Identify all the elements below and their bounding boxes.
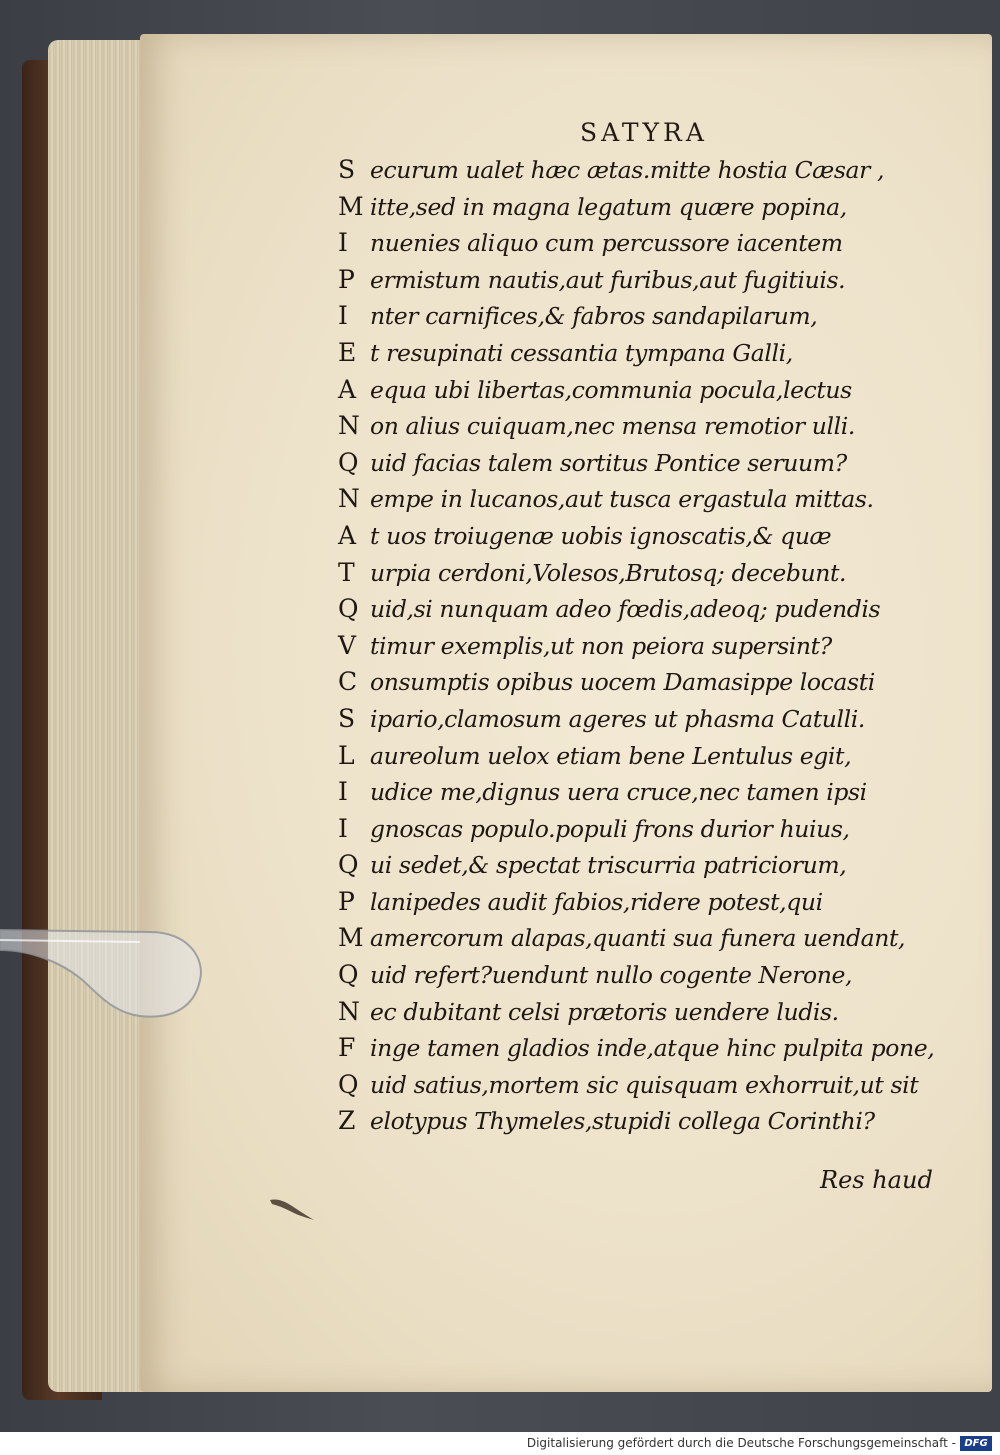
line-initial: V	[338, 630, 357, 660]
verse-line	[338, 372, 934, 409]
line-initial: N	[338, 411, 360, 441]
ink-stain-mark	[268, 1196, 318, 1224]
line-text: udice me,dignus uera cruce,nec tamen ipsi	[370, 778, 867, 807]
verse-line	[338, 555, 934, 592]
line-text: ecurum ualet hæc ætas.mitte hostia Cæsar ,	[370, 156, 885, 184]
line-initial: T	[338, 557, 355, 587]
line-text: elotypus Thymeles,stupidi collega Corinthi?	[370, 1107, 875, 1136]
verse-line	[338, 445, 934, 482]
verse-line	[338, 298, 934, 335]
verse-line	[338, 628, 934, 665]
line-text: ermistum nautis,aut furibus,aut fugitiuis.	[370, 265, 846, 294]
line-initial: Q	[338, 850, 359, 880]
line-initial: S	[338, 703, 356, 733]
line-initial: N	[338, 484, 360, 514]
line-text: urpia cerdoni,Volesos,Brutosq; decebunt.	[370, 558, 847, 587]
plastic-clip	[0, 920, 210, 1040]
line-initial: Z	[338, 1106, 356, 1136]
dfg-logo: DFG	[960, 1436, 992, 1451]
line-text: uid facias talem sortitus Pontice seruum?	[370, 448, 847, 477]
verse-line	[338, 920, 934, 957]
catchword: Res haud	[820, 1166, 933, 1194]
line-text: nter carnifices,& fabros sandapilarum,	[370, 302, 818, 331]
verse-line	[338, 701, 934, 738]
line-text: onsumptis opibus uocem Damasippe locasti	[370, 668, 875, 697]
line-initial: A	[338, 374, 357, 404]
verse-line	[338, 957, 934, 994]
line-initial: P	[338, 886, 355, 916]
line-initial: Q	[338, 594, 359, 624]
verse-line	[338, 664, 934, 701]
funding-credit: Digitalisierung gefördert durch die Deutsche Forschungsgemeinschaft -	[526, 1436, 956, 1450]
line-text: t resupinati cessantia tympana Galli,	[370, 338, 793, 367]
verse-line	[338, 262, 934, 299]
line-text: ui sedet,& spectat triscurria patriciorum,	[370, 851, 847, 880]
line-text: t uos troiugenæ uobis ignoscatis,& quæ	[370, 521, 832, 550]
verse-line	[338, 811, 934, 848]
line-text: uid,si nunquam adeo fœdis,adeoq; pudendis	[370, 595, 881, 624]
verse-line	[338, 591, 934, 628]
line-text: uid refert?uendunt nullo cogente Nerone,	[370, 961, 853, 990]
line-initial: N	[338, 996, 360, 1026]
verse-line	[338, 994, 934, 1031]
verse-line	[338, 189, 934, 226]
line-initial: F	[338, 1033, 356, 1063]
line-text: uid satius,mortem sic quisquam exhorruit,ut sit	[370, 1070, 919, 1099]
verse-block	[338, 152, 934, 1140]
line-initial: M	[338, 191, 364, 221]
line-initial: I	[338, 813, 348, 843]
line-text: amercorum alapas,quanti sua funera uendant,	[370, 924, 906, 953]
verse-line	[338, 1067, 934, 1104]
line-text: empe in lucanos,aut tusca ergastula mittas.	[370, 485, 874, 514]
line-text: inge tamen gladios inde,atque hinc pulpita pone,	[370, 1034, 935, 1063]
running-head: SATYRA	[580, 118, 708, 147]
line-initial: P	[338, 264, 355, 294]
line-text: ec dubitant celsi prætoris uendere ludis.	[370, 997, 839, 1026]
verse-line	[338, 481, 934, 518]
line-text: itte,sed in magna legatum quære popina,	[370, 192, 847, 221]
line-initial: L	[338, 740, 355, 770]
line-initial: S	[338, 155, 356, 184]
line-initial: I	[338, 228, 348, 258]
verse-line	[338, 1030, 934, 1067]
line-initial: I	[338, 777, 348, 807]
verse-line	[338, 847, 934, 884]
line-text: lanipedes audit fabios,ridere potest,qui	[370, 887, 823, 916]
line-text: aureolum uelox etiam bene Lentulus egit,	[370, 741, 852, 770]
verse-line	[338, 408, 934, 445]
line-initial: Q	[338, 1069, 359, 1099]
verse-line	[338, 518, 934, 555]
verse-line	[338, 738, 934, 775]
line-initial: A	[338, 520, 357, 550]
verse-line	[338, 884, 934, 921]
line-initial: I	[338, 301, 348, 331]
line-text: gnoscas populo.populi frons durior huius,	[370, 814, 850, 843]
line-text: nuenies aliquo cum percussore iacentem	[370, 229, 843, 258]
line-initial: C	[338, 667, 358, 697]
line-initial: Q	[338, 960, 359, 990]
verse-line	[338, 774, 934, 811]
verse-line	[338, 152, 934, 189]
verse-line	[338, 1103, 934, 1140]
line-text: on alius cuiquam,nec mensa remotior ulli.	[370, 412, 855, 441]
verse-line	[338, 225, 934, 262]
line-text: ipario,clamosum ageres ut phasma Catulli.	[370, 704, 865, 733]
line-text: equa ubi libertas,communia pocula,lectus	[370, 375, 852, 404]
line-initial: Q	[338, 447, 359, 477]
line-initial: E	[338, 337, 357, 367]
verse-line	[338, 335, 934, 372]
line-initial: M	[338, 923, 364, 953]
line-text: timur exemplis,ut non peiora supersint?	[370, 631, 832, 660]
